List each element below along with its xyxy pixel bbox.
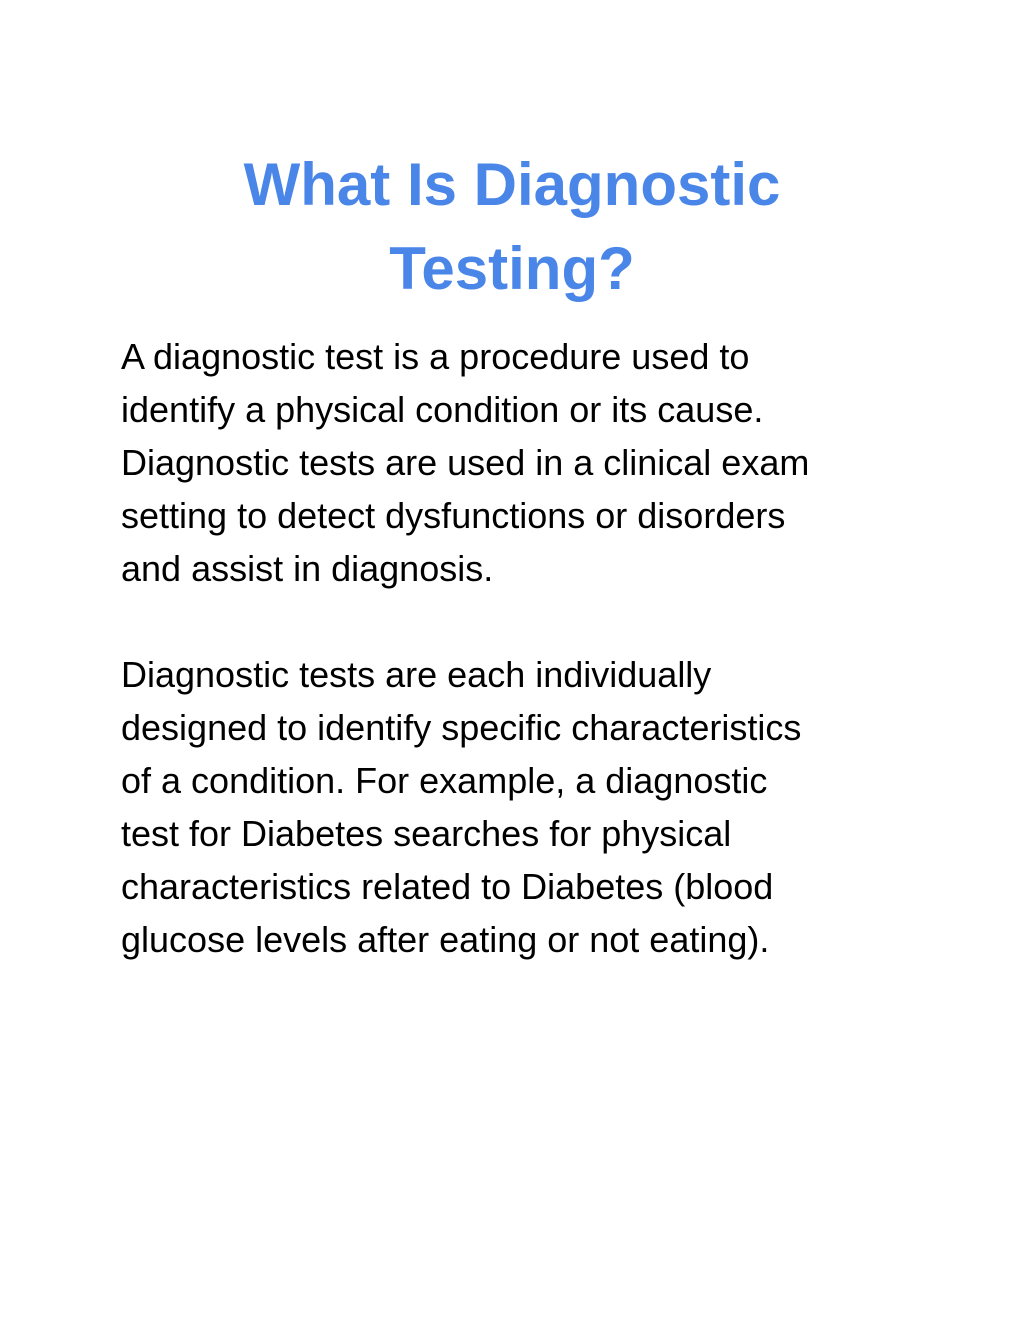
text-line: test for Diabetes searches for physical xyxy=(121,813,732,854)
text-line: A diagnostic test is a procedure used to xyxy=(121,336,750,377)
text-line: characteristics related to Diabetes (blood xyxy=(121,866,774,907)
paragraph-example xyxy=(121,648,921,966)
paragraph-definition xyxy=(121,330,921,595)
title-line: What Is Diagnostic xyxy=(243,151,781,218)
text-line: Diagnostic tests are each individually xyxy=(121,654,712,695)
text-line: and assist in diagnosis. xyxy=(121,548,494,589)
text-line: Diagnostic tests are used in a clinical exam xyxy=(121,442,810,483)
text-line: setting to detect dysfunctions or disorders xyxy=(121,495,786,536)
page-title xyxy=(0,143,1024,311)
text-line: designed to identify specific characteristics xyxy=(121,707,802,748)
text-line: of a condition. For example, a diagnostic xyxy=(121,760,768,801)
text-line: glucose levels after eating or not eating). xyxy=(121,919,770,960)
text-line: identify a physical condition or its cause. xyxy=(121,389,764,430)
title-line: Testing? xyxy=(389,235,635,302)
